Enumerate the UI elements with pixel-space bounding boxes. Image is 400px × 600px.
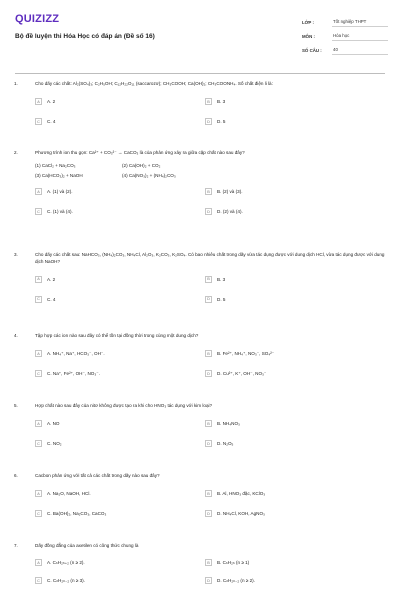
option-checkbox[interactable]: A [35, 559, 42, 566]
options [35, 416, 388, 448]
meta-row-count [302, 43, 388, 57]
option-text: C. Ba(OH)₂, Na₂CO₃, CaCO₃ [47, 511, 107, 516]
worksheet-title: Bộ đề luyện thi Hóa Học có đáp án (Đề số 16) [15, 33, 155, 40]
question-text: Cho dãy các chất: Al₂(SO₄)₃; C₂H₅OH; C₁₂H₂₂O₁₁ (saccarozơ); CH₃COOH; Ca(OH)₂; CH₃COONH₄. Số chất điện li là: [35, 81, 273, 86]
reaction-line [35, 173, 388, 180]
option-d[interactable] [205, 509, 345, 519]
question-number: 3. [14, 252, 18, 257]
meta-key: SỐ CÂU : [302, 47, 322, 53]
question-text: Hợp chất nào sau đây của nitơ không được tạo ra khi cho HNO₃ tác dụng với kim loại? [35, 403, 213, 408]
option-a[interactable] [35, 274, 175, 284]
option-text: D. (2) và (4). [217, 209, 243, 214]
option-b[interactable] [205, 489, 345, 499]
option-b[interactable] [205, 419, 345, 429]
meta-value: Hóa học [332, 31, 388, 41]
option-c[interactable] [35, 117, 175, 127]
option-text: B. 3 [217, 99, 226, 104]
option-c[interactable] [35, 576, 175, 586]
option-text: B. 3 [217, 276, 226, 282]
option-text: C. Na⁺, Fe²⁺, OH⁻, NO₃⁻. [47, 370, 100, 376]
options [35, 486, 388, 518]
option-text: D. CₙH₂ₙ₋₂ (n ≥ 2). [217, 577, 255, 583]
worksheet-meta [302, 15, 388, 57]
option-checkbox[interactable]: D [205, 440, 212, 447]
option-text: C. 4 [47, 119, 56, 124]
option-a[interactable] [35, 187, 175, 197]
option-text: A. 2 [47, 99, 56, 104]
options [35, 271, 388, 303]
option-text: A. CₙH₂ₙ₊₂ (n ≥ 2). [47, 559, 85, 565]
question-text: Dãy đồng đẳng của axetilen có công thức chung là [35, 543, 139, 548]
question-number: 2. [14, 150, 18, 155]
meta-value: Tốt nghiệp THPT [332, 17, 388, 27]
option-text: A. 2 [47, 276, 56, 282]
question-text: Phương trình ion thu gọn: Ca²⁺ + CO₃²⁻ → CaCO₃ là của phản ứng xảy ra giữa cặp chất nào sau đây? [35, 150, 245, 155]
option-checkbox[interactable]: C [35, 296, 42, 303]
option-checkbox[interactable]: D [205, 510, 212, 517]
option-b[interactable] [205, 274, 345, 284]
option-checkbox[interactable]: B [205, 350, 212, 357]
option-checkbox[interactable]: B [205, 490, 212, 497]
option-checkbox[interactable]: B [205, 98, 212, 105]
question-number: 4. [14, 333, 18, 338]
option-checkbox[interactable]: D [205, 118, 212, 125]
option-b[interactable] [205, 558, 345, 568]
option-checkbox[interactable]: A [35, 350, 42, 357]
meta-key: LỚP : [302, 19, 314, 25]
option-text: A. (1) và (2). [47, 189, 73, 194]
option-text: A. NO [47, 421, 60, 426]
question-2 [12, 150, 388, 216]
option-a[interactable] [35, 349, 175, 359]
option-checkbox[interactable]: B [205, 276, 212, 283]
option-d[interactable] [205, 439, 345, 449]
question-number: 1. [14, 81, 18, 86]
option-text: A. NH₄⁺, Na⁺, HCO₃⁻, OH⁻. [47, 350, 105, 356]
option-text: D. N₂O₅ [217, 441, 234, 446]
option-c[interactable] [35, 369, 175, 379]
option-checkbox[interactable]: C [35, 510, 42, 517]
option-checkbox[interactable]: C [35, 577, 42, 584]
option-d[interactable] [205, 207, 345, 217]
reaction-line [35, 163, 388, 170]
option-checkbox[interactable]: A [35, 276, 42, 283]
option-checkbox[interactable]: D [205, 577, 212, 584]
option-checkbox[interactable]: D [205, 370, 212, 377]
option-checkbox[interactable]: C [35, 440, 42, 447]
option-b[interactable] [205, 349, 345, 359]
option-checkbox[interactable]: B [205, 188, 212, 195]
option-checkbox[interactable]: C [35, 208, 42, 215]
question-6 [12, 473, 388, 518]
option-text: A. Na₂O, NaOH, HCl. [47, 491, 91, 496]
question-number: 7. [14, 543, 18, 548]
option-d[interactable] [205, 294, 345, 304]
option-c[interactable] [35, 509, 175, 519]
option-checkbox[interactable]: A [35, 188, 42, 195]
header-divider [15, 73, 385, 74]
option-text: B. NH₄NO₃ [217, 421, 240, 426]
option-c[interactable] [35, 207, 175, 217]
reaction-item: (3) Ca(HCO₃)₂ + NaOH [35, 173, 83, 178]
option-text: B. (2) và (3). [217, 189, 243, 194]
question-text: Tập hợp các ion nào sau đây có thể tồn tại đồng thời trong cùng một dung dịch? [35, 333, 199, 338]
question-7 [12, 543, 388, 587]
option-checkbox[interactable]: A [35, 490, 42, 497]
meta-key: MÔN : [302, 33, 315, 39]
option-text: B. Al, HNO₃ đặc, KClO₃ [217, 491, 266, 496]
reaction-item: (2) Ca(OH)₂ + CO₂ [122, 162, 161, 168]
option-text: D. NH₄Cl, KOH, AgNO₃ [217, 511, 265, 516]
question-4 [12, 333, 388, 378]
option-text: C. (1) và (4). [47, 209, 73, 214]
reaction-item: (1) CaCl₂ + Na₂CO₃ [35, 162, 76, 168]
reaction-item: (4) Ca(NO₃)₂ + (NH₄)₂CO₃ [122, 173, 176, 178]
question-5 [12, 403, 388, 448]
options [35, 346, 388, 378]
option-text: C. 4 [47, 296, 56, 302]
question-3 [12, 252, 388, 303]
option-text: D. 5 [217, 296, 226, 302]
option-a[interactable] [35, 419, 175, 429]
option-text: C. NO₂ [47, 441, 62, 446]
meta-row-class [302, 15, 388, 29]
option-checkbox[interactable]: D [205, 208, 212, 215]
question-text: Cho dãy các chất sau: NaHCO₃, (NH₄)₂CO₃, NH₄Cl, Al₂O₃, K₂CO₃, K₂SO₄. Có bao nhiêu chất trong dãy vừa tác dụng được với dung dịch HCl, vừa tác dụng được với dung dịch NaOH? [35, 252, 385, 264]
option-a[interactable] [35, 558, 175, 568]
option-text: C. CₙH₂ₙ₋₂ (n ≥ 3). [47, 577, 85, 583]
question-number: 5. [14, 403, 18, 408]
option-checkbox[interactable]: D [205, 296, 212, 303]
option-b[interactable] [205, 187, 345, 197]
option-a[interactable] [35, 97, 175, 107]
option-checkbox[interactable]: C [35, 118, 42, 125]
question-text: Cacbon phản ứng với tất cả các chất trong dãy nào sau đây? [35, 473, 160, 478]
meta-row-subject [302, 29, 388, 43]
meta-value: 40 [332, 45, 388, 55]
option-b[interactable] [205, 97, 345, 107]
option-checkbox[interactable]: C [35, 370, 42, 377]
option-checkbox[interactable]: A [35, 420, 42, 427]
option-text: D. 5 [217, 119, 226, 124]
quizizz-logo: QUIZIZZ [15, 13, 60, 25]
option-c[interactable] [35, 439, 175, 449]
option-checkbox[interactable]: B [205, 420, 212, 427]
options [35, 184, 388, 216]
option-d[interactable] [205, 576, 345, 586]
options [35, 555, 388, 587]
option-checkbox[interactable]: B [205, 559, 212, 566]
worksheet-header [0, 0, 400, 66]
option-d[interactable] [205, 369, 345, 379]
question-number: 6. [14, 473, 18, 478]
options [35, 94, 388, 126]
option-text: B. Fe²⁺, NH₄⁺, NO₃⁻, SO₄²⁻ [217, 350, 275, 356]
option-text: B. CₙH₂ₙ (n ≥ 1) [217, 559, 250, 565]
option-a[interactable] [35, 489, 175, 499]
option-d[interactable] [205, 117, 345, 127]
option-c[interactable] [35, 294, 175, 304]
question-1 [12, 81, 388, 126]
option-checkbox[interactable]: A [35, 98, 42, 105]
option-text: D. Cu²⁺, K⁺, OH⁻, NO₃⁻ [217, 370, 267, 376]
